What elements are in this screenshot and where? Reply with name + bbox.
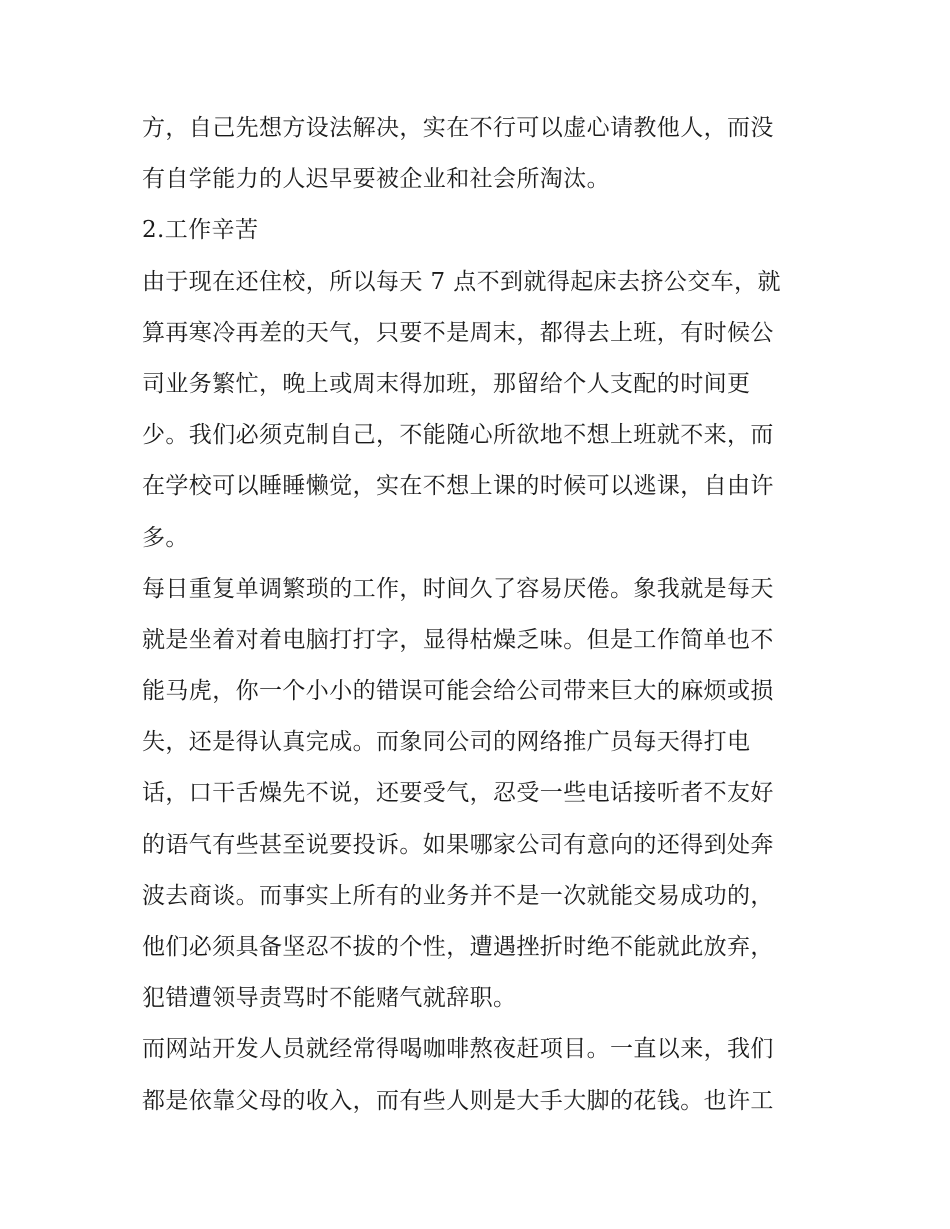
text-line: 能马虎，你一个小小的错误可能会给公司带来巨大的麻烦或损 <box>142 678 774 705</box>
text-line: 有自学能力的人迟早要被企业和社会所淘汰。 <box>142 166 610 193</box>
text-line: 每日重复单调繁琐的工作，时间久了容易厌倦。象我就是每天 <box>142 575 774 602</box>
text-line: 都是依靠父母的收入，而有些人则是大手大脚的花钱。也许工 <box>142 1087 774 1114</box>
text-line: 话，口干舌燥先不说，还要受气，忍受一些电话接听者不友好 <box>142 780 774 807</box>
text-line: 他们必须具备坚忍不拔的个性，遭遇挫折时绝不能就此放弃， <box>142 934 774 960</box>
text-line: 司业务繁忙，晚上或周末得加班，那留给个人支配的时间更 <box>142 370 751 397</box>
text-line: 波去商谈。而事实上所有的业务并不是一次就能交易成功的， <box>142 882 774 909</box>
document-body <box>142 103 814 1127</box>
section-heading: 2.工作辛苦 <box>142 217 259 244</box>
text-line: 的语气有些甚至说要投诉。如果哪家公司有意向的还得到处奔 <box>142 831 774 858</box>
text-line: 多。 <box>142 524 189 551</box>
text-line: 在学校可以睡睡懒觉，实在不想上课的时候可以逃课，自由许 <box>142 473 774 500</box>
text-line: 就是坐着对着电脑打打字，显得枯燥乏味。但是工作简单也不 <box>142 626 774 653</box>
text-line: 失，还是得认真完成。而象同公司的网络推广员每天得打电 <box>142 729 751 756</box>
text-line: 方，自己先想方设法解决，实在不行可以虚心请教他人，而没 <box>142 115 774 141</box>
text-line: 算再寒冷再差的天气，只要不是周末，都得去上班，有时候公 <box>142 319 774 346</box>
text-line: 少。我们必须克制自己，不能随心所欲地不想上班就不来，而 <box>142 422 774 449</box>
text-line: 犯错遭领导责骂时不能赌气就辞职。 <box>142 985 517 1012</box>
text-line: 由于现在还住校，所以每天 7 点不到就得起床去挤公交车，就 <box>142 268 781 295</box>
text-line: 而网站开发人员就经常得喝咖啡熬夜赶项目。一直以来，我们 <box>142 1036 774 1063</box>
